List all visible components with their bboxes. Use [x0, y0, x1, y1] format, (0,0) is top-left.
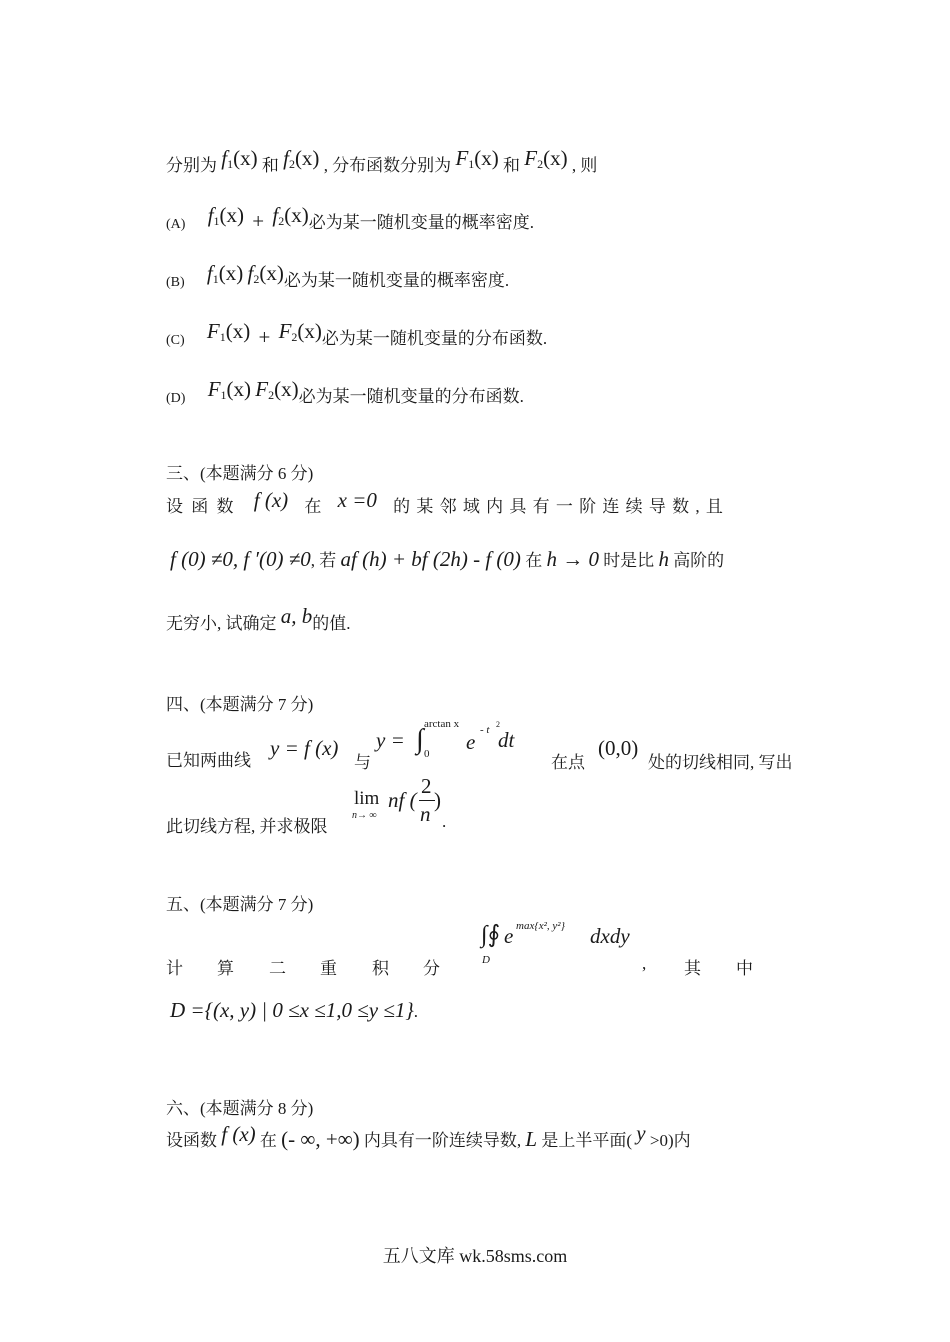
option-label: (D) [166, 391, 186, 406]
q4-point: (0,0) [598, 736, 639, 760]
q5-domain: D [482, 954, 490, 966]
q3-condition: f (0) ≠0, f ′(0) ≠0 [170, 547, 311, 571]
option-label: (C) [166, 333, 185, 348]
q3-line-3 [166, 604, 351, 634]
option-label: (B) [166, 275, 185, 290]
q4-fraction-num: 2 [421, 774, 432, 798]
q4-y-equals: y = [376, 728, 405, 752]
option-term-1: $f_1(x)$ [207, 203, 245, 228]
q5-char: 重 [320, 959, 337, 978]
q5-line-1 [166, 920, 786, 978]
q5-char: 算 [217, 959, 234, 978]
q4-fraction-den: n [420, 802, 431, 826]
q4-text: 与 [354, 753, 371, 772]
option-d [166, 377, 524, 407]
q3-line-2 [170, 546, 724, 572]
q4-exponent: - t [480, 724, 490, 736]
intro-text-5: , 则 [571, 156, 598, 175]
q6-L: L [525, 1127, 538, 1151]
q4-text: 此切线方程, 并求极限 [166, 817, 328, 836]
q3-text: 在 [304, 497, 322, 516]
option-operator: + [252, 209, 265, 233]
option-text: 必为某一随机变量的概率密度. [308, 213, 534, 232]
option-operator: + [258, 325, 271, 349]
q5-dxdy: dxdy [590, 924, 630, 948]
q4-curve: y = f (x) [270, 736, 339, 760]
q5-char: 二 [269, 959, 286, 978]
q5-e: e [504, 924, 514, 948]
q4-text: 处的切线相同, 写出 [648, 753, 793, 772]
q5-heading: 五、(本题满分 7 分) [166, 895, 314, 914]
q4-close-paren: ) [434, 788, 441, 812]
q3-fx: f (x) [253, 488, 289, 512]
q4-exponent-power: 2 [496, 720, 500, 729]
option-text: 必为某一随机变量的分布函数. [298, 387, 524, 406]
q3-ab: a, b [280, 604, 313, 628]
option-b [166, 261, 509, 291]
intro-text-1: 分别为 [166, 156, 217, 175]
q3-expression: af (h) + bf (2h) - f (0) [340, 547, 521, 571]
q5-char: 分 [423, 959, 440, 978]
option-term-1: $F_1(x)$ [206, 319, 251, 344]
q5-period: . [413, 1002, 419, 1021]
q3-text: , 若 [310, 551, 337, 570]
option-term-2: $f_2(x)$ [272, 203, 309, 228]
q6-text: >0)内 [649, 1131, 691, 1150]
q4-heading: 四、(本题满分 7 分) [166, 695, 314, 714]
option-text: 必为某一随机变量的分布函数. [321, 329, 548, 348]
intro-text-4: 和 [503, 156, 521, 175]
F2-symbol: $F_2(x)$ [524, 146, 568, 171]
q3-h: h [658, 547, 669, 571]
q3-text: 时是比 [603, 551, 655, 570]
q5-line-2 [170, 998, 418, 1023]
option-term-2: $F_2(x)$ [255, 377, 299, 402]
q6-interval: (- ∞, +∞) [281, 1127, 360, 1151]
q4-fraction-bar [419, 800, 435, 801]
q3-line-1 [166, 488, 784, 517]
option-a [166, 203, 534, 234]
option-term-2: $f_2(x)$ [247, 261, 284, 286]
option-term-1: $f_1(x)$ [206, 261, 244, 286]
q4-text: 在点 [551, 753, 585, 772]
double-integral-icon: ∫∮ [481, 922, 501, 948]
q4-dt: dt [498, 728, 515, 752]
q4-nf: nf ( [388, 788, 417, 812]
q4-text: 已知两曲线 [166, 751, 251, 770]
f1-symbol: $f_1(x)$ [221, 146, 258, 171]
q4-upper-limit: arctan x [424, 718, 460, 730]
q5-char: 其 [684, 959, 701, 978]
q5-exponent: max{x², y²} [516, 920, 565, 932]
q5-domain-definition: D ={(x, y) | 0 ≤x ≤1,0 ≤y ≤1} [170, 998, 414, 1022]
q6-text: 在 [259, 1131, 277, 1150]
q3-x-zero: x =0 [337, 488, 377, 512]
q4-period: . [442, 812, 447, 831]
q6-fx: f (x) [221, 1122, 256, 1146]
distribution-intro-line [166, 146, 597, 176]
option-text: 必为某一随机变量的概率密度. [283, 271, 510, 290]
q4-e: e [466, 730, 476, 754]
q4-lim: lim [354, 788, 380, 809]
q3-text: 高阶的 [673, 551, 725, 570]
q3-text: 设 函 数 [166, 497, 236, 516]
q3-text: 的 某 邻 域 内 具 有 一 阶 连 续 导 数 , 且 [393, 497, 724, 516]
integral-sign-icon: ∫ [416, 724, 424, 755]
q4-lim-sub: n→ ∞ [352, 810, 377, 821]
option-term-2: $F_2(x)$ [278, 319, 322, 344]
q3-heading: 三、(本题满分 6 分) [166, 464, 314, 483]
q4-lower-limit: 0 [424, 748, 430, 760]
intro-text-3: , 分布函数分别为 [323, 156, 452, 175]
q5-comma: , [642, 954, 647, 973]
q3-text: 在 [525, 551, 543, 570]
option-term-1: $F_1(x)$ [207, 377, 252, 402]
intro-text-2: 和 [261, 156, 279, 175]
q6-text: 内具有一阶连续导数, [363, 1131, 522, 1150]
q3-text: 的值. [312, 614, 351, 633]
q6-heading: 六、(本题满分 8 分) [166, 1099, 314, 1118]
f2-symbol: $f_2(x)$ [283, 146, 320, 171]
option-c [166, 319, 547, 350]
q5-char: 计 [166, 959, 183, 978]
q3-text: 无穷小, 试确定 [166, 614, 277, 633]
q5-char: 积 [372, 959, 389, 978]
option-label: (A) [166, 217, 186, 232]
F1-symbol: $F_1(x)$ [455, 146, 499, 171]
footer-watermark: 五八文库 wk.58sms.com [382, 1246, 568, 1266]
q5-char: 中 [736, 959, 753, 978]
q3-limit: h → 0 [546, 547, 599, 571]
q6-line-1 [166, 1121, 691, 1152]
q6-text: 是上半平面( [541, 1131, 633, 1150]
q6-text: 设函数 [166, 1131, 217, 1150]
q6-y: y [636, 1121, 646, 1145]
